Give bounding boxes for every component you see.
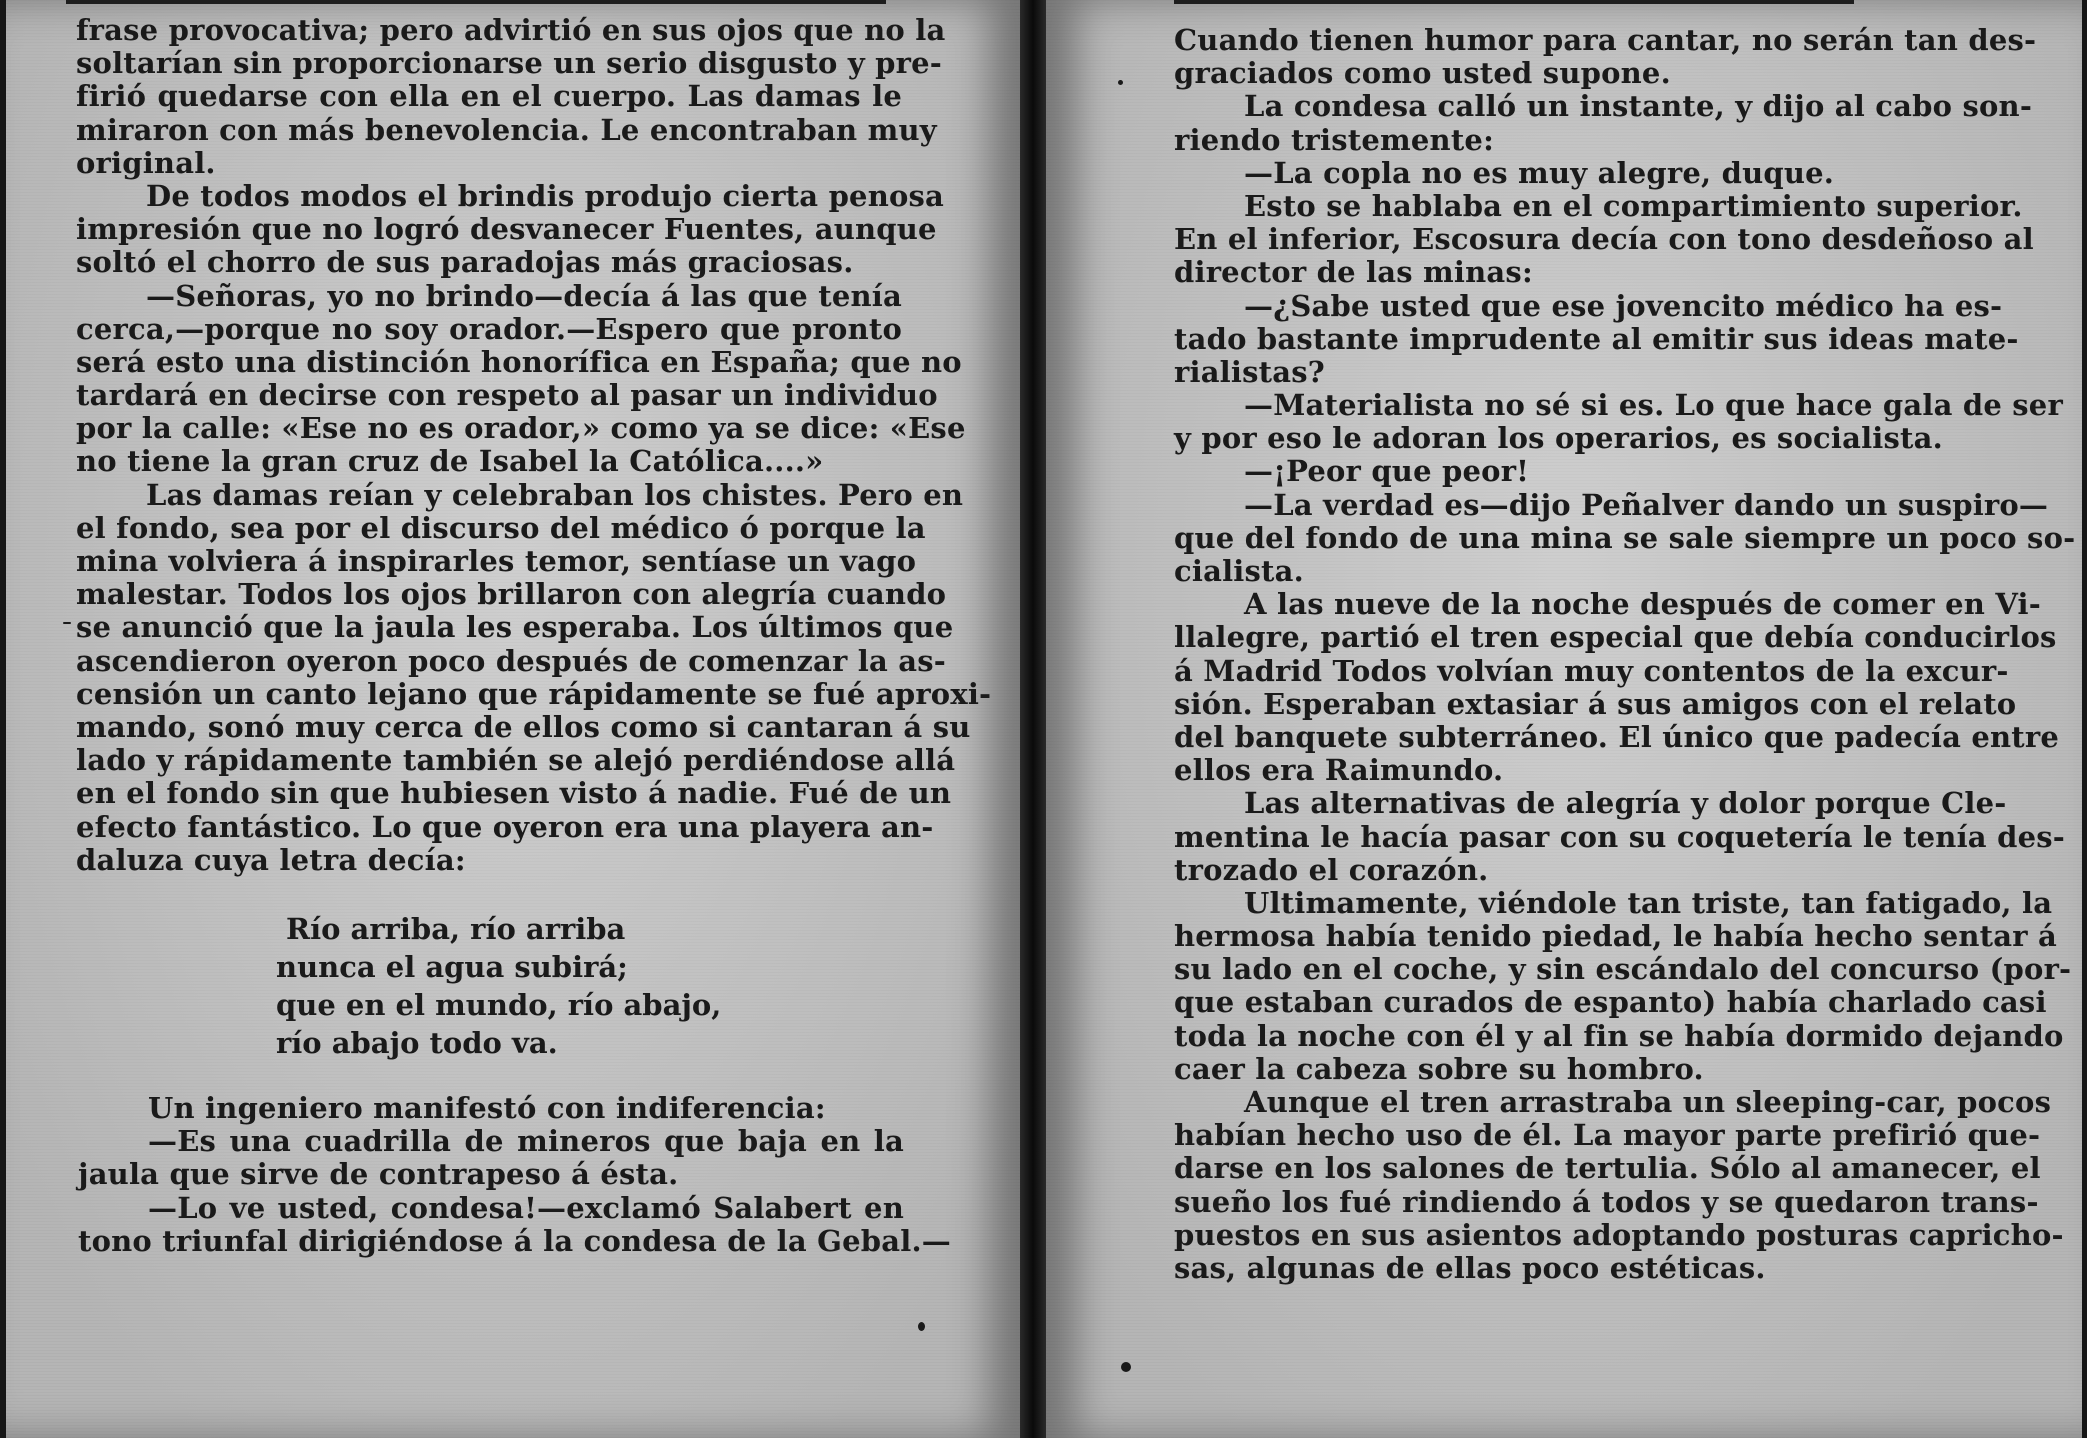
text-line: La condesa calló un instante, y dijo al cabo son- — [1244, 89, 2033, 124]
text-line: ellos era Raimundo. — [1174, 753, 1504, 788]
text-line: soltó el chorro de sus paradojas más graciosas. — [76, 245, 854, 280]
text-line: Aunque el tren arrastraba un sleeping-car, pocos — [1244, 1085, 2052, 1119]
text-line: —¡Peor que peor! — [1244, 454, 1530, 489]
ink-speck — [1121, 1362, 1131, 1372]
text-line: impresión que no logró desvanecer Fuentes, aunque — [76, 212, 937, 247]
text-line: censión un canto lejano que rápidamente se fué aproxi- — [76, 676, 992, 711]
text-line: lado y rápidamente también se alejó perdiéndose allá — [76, 743, 956, 778]
text-line: rialistas? — [1174, 354, 1325, 389]
ink-speck — [63, 622, 71, 624]
text-line: será esto una distinción honorífica en España; que no — [76, 344, 962, 379]
text-line: mina volviera á inspirarles temor, sentíase un vago — [76, 544, 917, 578]
text-line: del banquete subterráneo. El único que padecía entre — [1174, 719, 2060, 754]
text-line: —Lo ve usted, condesa!—exclamó Salabert en — [148, 1190, 904, 1225]
text-line: toda la noche con él y al fin se había dormido dejando — [1174, 1018, 2064, 1053]
verse-block — [276, 910, 721, 1062]
text-line: tado bastante imprudente al emitir sus ideas mate- — [1174, 321, 2019, 356]
text-line: tardará en decirse con respeto al pasar un individuo — [76, 378, 938, 413]
text-line: riendo tristemente: — [1174, 122, 1494, 157]
text-line: miraron con más benevolencia. Le encontraban muy — [76, 112, 937, 147]
text-line: Ultimamente, viéndole tan triste, tan fatigado, la — [1244, 885, 2053, 920]
book-gutter — [1020, 0, 1046, 1438]
text-line: jaula que sirve de contrapeso á ésta. — [78, 1157, 679, 1192]
left-page — [6, 0, 1020, 1438]
verse-line: nunca el agua subirá; — [276, 950, 628, 984]
text-line: llalegre, partió el tren especial que debía conducirlos — [1174, 620, 2057, 655]
text-line: malestar. Todos los ojos brillaron con alegría cuando — [76, 577, 947, 612]
ink-speck — [1118, 80, 1123, 85]
text-line: tono triunfal dirigiéndose á la condesa de la Gebal.— — [78, 1223, 951, 1258]
text-line: director de las minas: — [1174, 255, 1533, 290]
text-line: darse en los salones de tertulia. Sólo al amanecer, el — [1174, 1151, 2041, 1186]
text-line: mentina le hacía pasar con su coquetería le tenía des- — [1174, 819, 2065, 854]
text-line: Cuando tienen humor para cantar, no serán tan des- — [1174, 23, 2037, 57]
text-line: caer la cabeza sobre su hombro. — [1174, 1051, 1704, 1086]
text-line: que estaban curados de espanto) había charlado casi — [1174, 985, 2047, 1020]
text-line: á Madrid Todos volvían muy contentos de la excur- — [1174, 653, 2009, 688]
text-line: que del fondo de una mina se sale siempre un poco so- — [1174, 520, 2076, 555]
verse-line: río abajo todo va. — [276, 1026, 558, 1060]
page-top-rule — [1174, 0, 1854, 4]
text-line: En el inferior, Escosura decía con tono desdeñoso al — [1174, 222, 2034, 257]
text-line: De todos modos el brindis produjo cierta penosa — [146, 178, 945, 213]
text-line: —¿Sabe usted que ese jovencito médico ha es- — [1244, 288, 2003, 323]
text-line: A las nueve de la noche después de comer en Vi- — [1244, 587, 2041, 622]
text-line: daluza cuya letra decía: — [76, 842, 466, 877]
text-line: el fondo, sea por el discurso del médico ó porque la — [76, 510, 926, 545]
text-line: graciados como usted supone. — [1174, 56, 1671, 91]
text-line: —La copla no es muy alegre, duque. — [1244, 155, 1835, 190]
text-line: sas, algunas de ellas poco estéticas. — [1174, 1250, 1766, 1285]
text-line: sión. Esperaban extasiar á sus amigos con el relato — [1174, 686, 2017, 721]
text-line: se anunció que la jaula les esperaba. Los últimos que — [76, 610, 954, 645]
left-page-text-bottom — [78, 1091, 951, 1258]
page-top-rule — [66, 0, 886, 4]
verse-line: que en el mundo, río abajo, — [276, 988, 722, 1022]
text-line: Las alternativas de alegría y dolor porque Cle- — [1244, 786, 2007, 821]
ink-speck — [918, 1322, 925, 1331]
text-line: Esto se hablaba en el compartimiento superior. — [1244, 188, 2023, 223]
text-line: —Señoras, yo no brindo—decía á las que tenía — [146, 278, 902, 313]
text-line: cialista. — [1174, 554, 1304, 588]
text-line: cerca,—porque no soy orador.—Espero que pronto — [76, 311, 902, 346]
text-line: puestos en sus asientos adoptando posturas capricho- — [1174, 1217, 2064, 1252]
text-line: soltarían sin proporcionarse un serio disgusto y pre- — [76, 46, 943, 81]
text-line: hermosa había tenido piedad, le había hecho sentar á — [1174, 919, 2058, 954]
text-line: efecto fantástico. Lo que oyeron era una playera an- — [76, 809, 934, 844]
verse-line: Río arriba, río arriba — [286, 912, 626, 946]
text-line: habían hecho uso de él. La mayor parte prefirió que- — [1174, 1118, 2041, 1153]
text-line: su lado en el coche, y sin escándalo del concurso (por- — [1174, 952, 2072, 987]
text-line: Las damas reían y celebraban los chistes. Pero en — [146, 477, 964, 512]
text-line: y por eso le adoran los operarios, es socialista. — [1174, 421, 1943, 456]
text-line: firió quedarse con ella en el cuerpo. Las damas le — [76, 79, 902, 114]
text-line: trozado el corazón. — [1174, 852, 1489, 887]
text-line: en el fondo sin que hubiesen visto á nadie. Fué de un — [76, 776, 952, 811]
text-line: —La verdad es—dijo Peñalver dando un suspiro— — [1244, 487, 2049, 522]
text-line: sueño los fué rindiendo á todos y se quedaron trans- — [1174, 1184, 2039, 1219]
text-line: Un ingeniero manifestó con indiferencia: — [148, 1091, 826, 1125]
text-line: por la calle: «Ese no es orador,» como ya se dice: «Ese — [76, 411, 966, 446]
right-page — [1046, 0, 2082, 1438]
left-page-text-top — [76, 13, 992, 877]
text-line: mando, sonó muy cerca de ellos como si cantaran á su — [76, 709, 971, 744]
text-line: frase provocativa; pero advirtió en sus ojos que no la — [76, 13, 946, 47]
right-page-text — [1174, 23, 2076, 1285]
text-line: ascendieron oyeron poco después de comenzar la as- — [76, 643, 947, 678]
text-line: no tiene la gran cruz de Isabel la Católica....» — [76, 444, 824, 479]
text-line: —Materialista no sé si es. Lo que hace gala de ser — [1244, 388, 2063, 423]
text-line: —Es una cuadrilla de mineros que baja en la — [148, 1124, 904, 1159]
text-line: original. — [76, 145, 216, 180]
